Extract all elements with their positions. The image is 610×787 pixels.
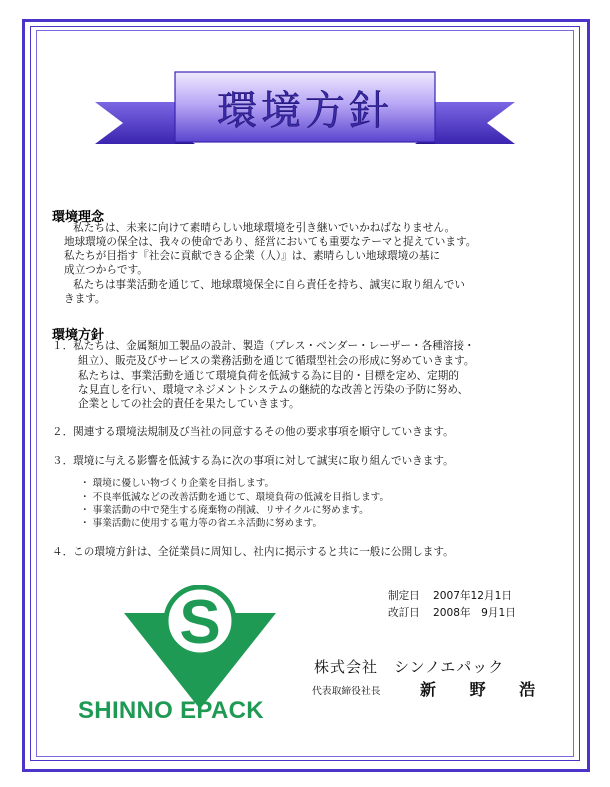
philosophy-line: きます。 [64, 293, 106, 305]
page-title: 環境方針 [217, 88, 393, 134]
philosophy-line: 地球環境の保全は、我々の使命であり、経営においても重要なテーマと捉えています。 [64, 236, 477, 248]
philosophy-line: 私たちは事業活動を通じて、地球環境保全に自ら責任を持ち、誠実に取り組んでい [52, 279, 465, 291]
policy-item1-line: 企業としての社会的責任を果たしていきます。 [78, 398, 300, 410]
policy-bullet: ・ 不良率低減などの改善活動を通じて、環境負荷の低減を目指します。 [80, 492, 390, 503]
company-logo [120, 585, 280, 715]
revised-date-value: 2008年 9月1日 [433, 607, 516, 619]
philosophy-line: 成立つからです。 [64, 264, 148, 276]
company-name: 株式会社 シンノエパック [314, 658, 505, 676]
logo-wordmark: SHINNO EPACK [78, 697, 264, 724]
policy-item1-line: な見直しを行い、環境マネジメントシステムの継続的な改善と汚染の予防に努め、 [78, 384, 469, 396]
philosophy-heading: 環境理念 [52, 210, 105, 225]
revised-date-label: 改訂日 [388, 607, 420, 619]
established-date-value: 2007年12月1日 [433, 590, 512, 602]
policy-item1-line: 私たちは、事業活動を通じて環境負荷を低減する為に目的・目標を定め、定期的 [78, 370, 459, 382]
ribbon-tail-left [95, 102, 175, 144]
policy-item1-line: 組立）、販売及びサービスの業務活動を通じて循環型社会の形成に努めていきます。 [78, 355, 475, 367]
policy-item1-line: １．私たちは、金属類加工製品の設計、製造（プレス・ベンダー・レーザー・各種溶接・ [52, 340, 475, 352]
philosophy-line: 私たちが目指す『社会に貢献できる企業（人）』は、素晴らしい地球環境の基に [64, 250, 441, 262]
policy-item3: ３．環境に与える影響を低減する為に次の事項に対して誠実に取り組んでいきます。 [52, 455, 454, 467]
logo-letter: S [179, 588, 221, 657]
policy-heading: 環境方針 [52, 328, 105, 343]
policy-item2: ２．関連する環境法規制及び当社の同意するその他の要求事項を順守していきます。 [52, 426, 454, 438]
policy-bullet: ・ 事業活動の中で発生する廃棄物の削減、リサイクルに努めます。 [80, 505, 369, 516]
policy-item4: ４．この環境方針は、全従業員に周知し、社内に掲示すると共に一般に公開します。 [52, 546, 454, 558]
ribbon-tail-right [435, 102, 515, 144]
policy-bullet: ・ 事業活動に使用する電力等の省エネ活動に努めます。 [80, 518, 323, 529]
title-ribbon [95, 60, 515, 160]
representative-title: 代表取締役社長 [312, 686, 381, 697]
philosophy-line: 私たちは、未来に向けて素晴らしい地球環境を引き継いでいかねばなりません。 [52, 222, 456, 234]
established-date-label: 制定日 [388, 590, 420, 602]
policy-bullet: ・ 環境に優しい物づくり企業を目指します。 [80, 478, 275, 489]
representative-name: 新 野 浩 [420, 680, 550, 699]
